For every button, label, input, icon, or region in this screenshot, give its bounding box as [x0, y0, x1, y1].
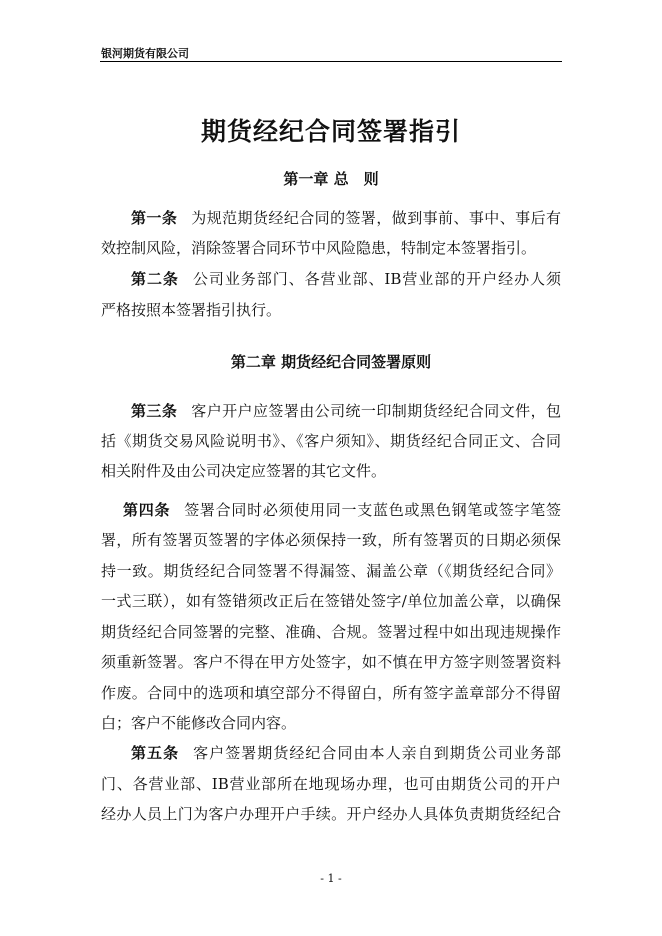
article-3-label: 第三条 [131, 402, 178, 420]
article-1-line: 效控制风险，消除签署合同环节中风险隐患，特制定本签署指引。 [101, 239, 537, 257]
article-2-line: 严格按照本签署指引执行。 [101, 301, 282, 319]
article-4-line: 作废。合同中的选项和填空部分不得留白，所有签字盖章部分不得留 [101, 684, 561, 702]
article-5-line: 经办人员上门为客户办理开户手续。开户经办人具体负责期货经纪合 [101, 805, 561, 823]
article-2-line [131, 269, 561, 289]
article-text: 为规范期货经纪合同的签署，做到事前、事中、事后有 [191, 209, 561, 227]
article-5-line: 门、各营业部、IB营业部所在地现场办理，也可由期货公司的开户 [101, 775, 561, 793]
chapter-2-heading: 第二章 期货经纪合同签署原则 [230, 353, 432, 371]
running-header-company: 银河期货有限公司 [101, 48, 189, 60]
article-4-label: 第四条 [123, 501, 171, 519]
article-4-line: 一式三联），如有签错须改正后在签错处签字/单位加盖公章，以确保 [101, 592, 561, 610]
document-title: 期货经纪合同签署指引 [200, 118, 461, 146]
article-4-line: 须重新签署。客户不得在甲方处签字，如不慎在甲方签字则签署资料 [101, 653, 561, 671]
page-number: - 1 - [320, 872, 342, 885]
article-1-label: 第一条 [131, 209, 178, 227]
article-text: 签署合同时必须使用同一支蓝色或黑色钢笔或签字笔签 [184, 501, 561, 519]
article-text: 客户签署期货经纪合同由本人亲自到期货公司业务部 [193, 744, 561, 762]
article-3-line: 相关附件及由公司决定应签署的其它文件。 [101, 462, 387, 480]
header-rule [100, 61, 562, 62]
article-text: 客户开户应签署由公司统一印制期货经纪合同文件，包 [191, 402, 561, 420]
article-4-line [123, 500, 561, 520]
article-2-label: 第二条 [131, 270, 179, 288]
article-3-line: 括《期货交易风险说明书》、《客户须知》、期货经纪合同正文、合同 [101, 432, 561, 450]
article-5-line [131, 743, 561, 763]
article-4-line: 署，所有签署页签署的字体必须保持一致，所有签署页的日期必须保 [101, 531, 561, 549]
article-4-line: 白；客户不能修改合同内容。 [101, 714, 297, 732]
article-3-line [131, 401, 561, 421]
article-5-label: 第五条 [131, 744, 180, 762]
chapter-1-heading: 第一章 总 则 [283, 170, 379, 188]
article-1-line [131, 208, 561, 228]
article-text: 公司业务部门、各营业部、IB营业部的开户经办人须 [192, 270, 561, 288]
article-4-line: 期货经纪合同签署的完整、准确、合规。签署过程中如出现违规操作 [101, 623, 561, 641]
article-4-line: 持一致。期货经纪合同签署不得漏签、漏盖公章（《期货经纪合同》 [101, 562, 561, 580]
